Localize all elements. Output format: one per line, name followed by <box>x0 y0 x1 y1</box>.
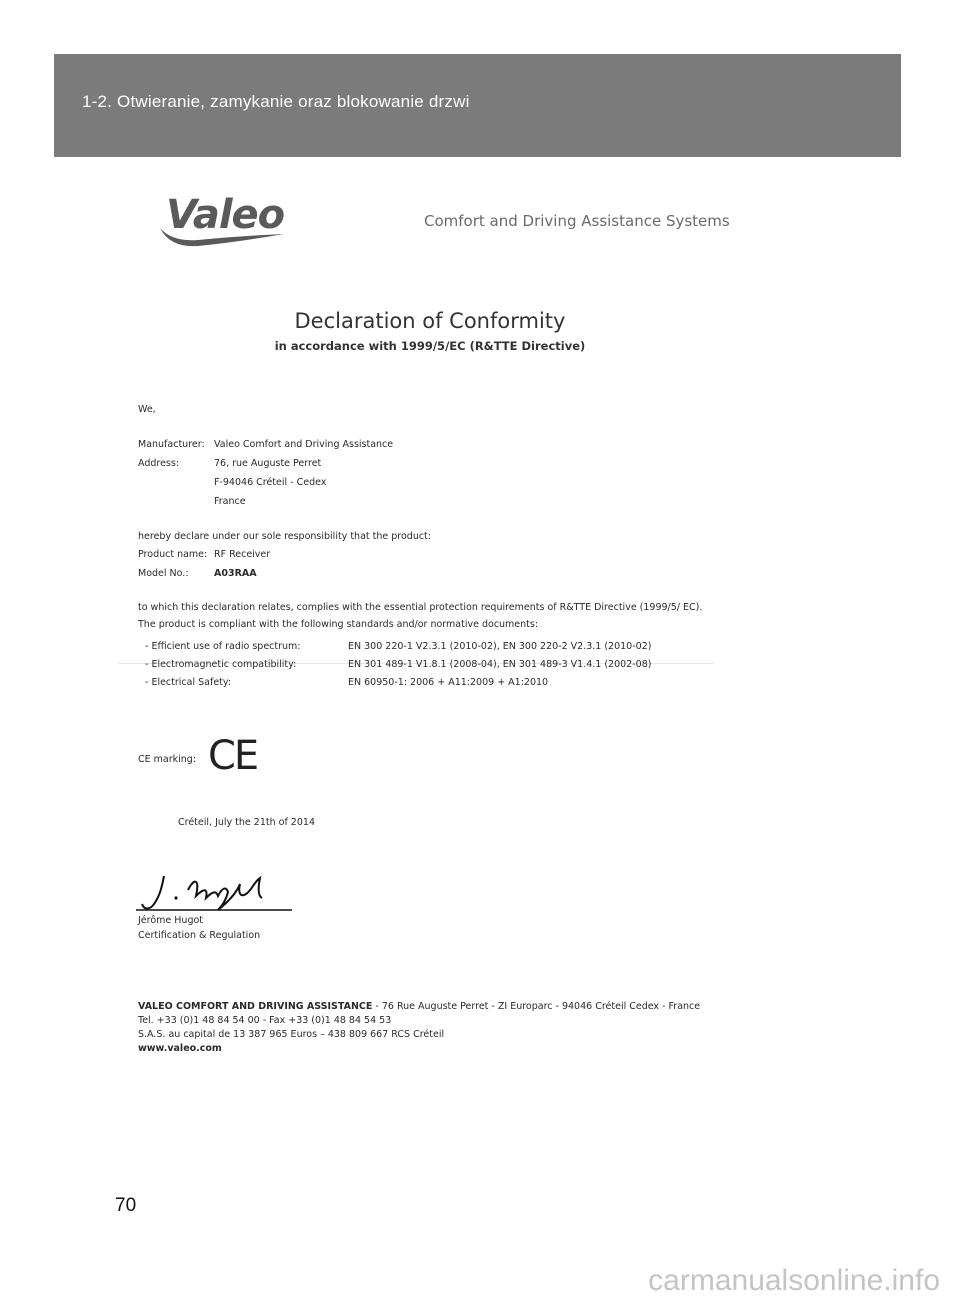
signature-icon <box>136 870 296 916</box>
company-tagline: Comfort and Driving Assistance Systems <box>424 212 730 230</box>
address-line: 76, rue Auguste Perret <box>214 458 322 469</box>
footer-company: VALEO COMFORT AND DRIVING ASSISTANCE <box>138 1001 373 1012</box>
manufacturer-value: Valeo Comfort and Driving Assistance <box>214 439 394 450</box>
standard-value: EN 300 220-1 V2.3.1 (2010-02), EN 300 220-2 V2.3.1 (2010-02) <box>348 641 652 652</box>
valeo-logo <box>158 192 288 248</box>
ce-marking-label: CE marking: <box>138 754 197 765</box>
address-label: Address: <box>138 458 180 469</box>
watermark: carmanualsonline.info <box>648 1264 940 1297</box>
page-number: 70 <box>115 1195 137 1216</box>
logo-swoosh-icon <box>158 220 288 248</box>
section-title: 1-2. Otwieranie, zamykanie oraz blokowanie drzwi <box>82 92 470 111</box>
signer-name: Jérôme Hugot <box>138 915 204 926</box>
product-label: Product name: <box>138 549 208 560</box>
signer-title: Certification & Regulation <box>138 930 261 941</box>
ce-mark-icon: CE <box>208 733 258 779</box>
model-label: Model No.: <box>138 568 189 579</box>
standard-value: EN 60950-1: 2006 + A11:2009 + A1:2010 <box>348 677 549 688</box>
product-value: RF Receiver <box>214 549 271 560</box>
standard-label: - Electromagnetic compatibility: <box>145 659 297 670</box>
address-line: F-94046 Créteil - Cedex <box>214 477 327 488</box>
we-text: We, <box>138 404 156 415</box>
footer-company-line <box>138 1001 700 1012</box>
declare-text: hereby declare under our sole responsibility that the product: <box>138 531 431 542</box>
footer-address: - 76 Rue Auguste Perret - ZI Europarc - 94046 Créteil Cedex - France <box>372 1001 701 1012</box>
standard-label: - Efficient use of radio spectrum: <box>145 641 301 652</box>
footer-website: www.valeo.com <box>138 1043 222 1054</box>
compliance-text: to which this declaration relates, complies with the essential protection requirements of R&TTE Directive (1999/5/ EC). <box>138 602 703 613</box>
standard-value: EN 301 489-1 V1.8.1 (2008-04), EN 301 489-3 V1.4.1 (2002-08) <box>348 659 652 670</box>
footer-capital: S.A.S. au capital de 13 387 965 Euros – 438 809 667 RCS Créteil <box>138 1029 445 1040</box>
logo-text: Valeo <box>166 192 285 238</box>
address-line: France <box>214 496 246 507</box>
date-place: Créteil, July the 21th of 2014 <box>178 817 315 828</box>
declaration-title: Declaration of Conformity <box>294 309 566 333</box>
compliance-text: The product is compliant with the following standards and/or normative documents: <box>138 619 539 630</box>
section-header-bar <box>54 54 901 157</box>
declaration-subtitle: in accordance with 1999/5/EC (R&TTE Directive) <box>274 339 586 353</box>
footer-phone: Tel. +33 (0)1 48 84 54 00 - Fax +33 (0)1 48 84 54 53 <box>138 1015 392 1026</box>
model-value: A03RAA <box>214 568 257 579</box>
standard-label: - Electrical Safety: <box>145 677 232 688</box>
manufacturer-label: Manufacturer: <box>138 439 205 450</box>
